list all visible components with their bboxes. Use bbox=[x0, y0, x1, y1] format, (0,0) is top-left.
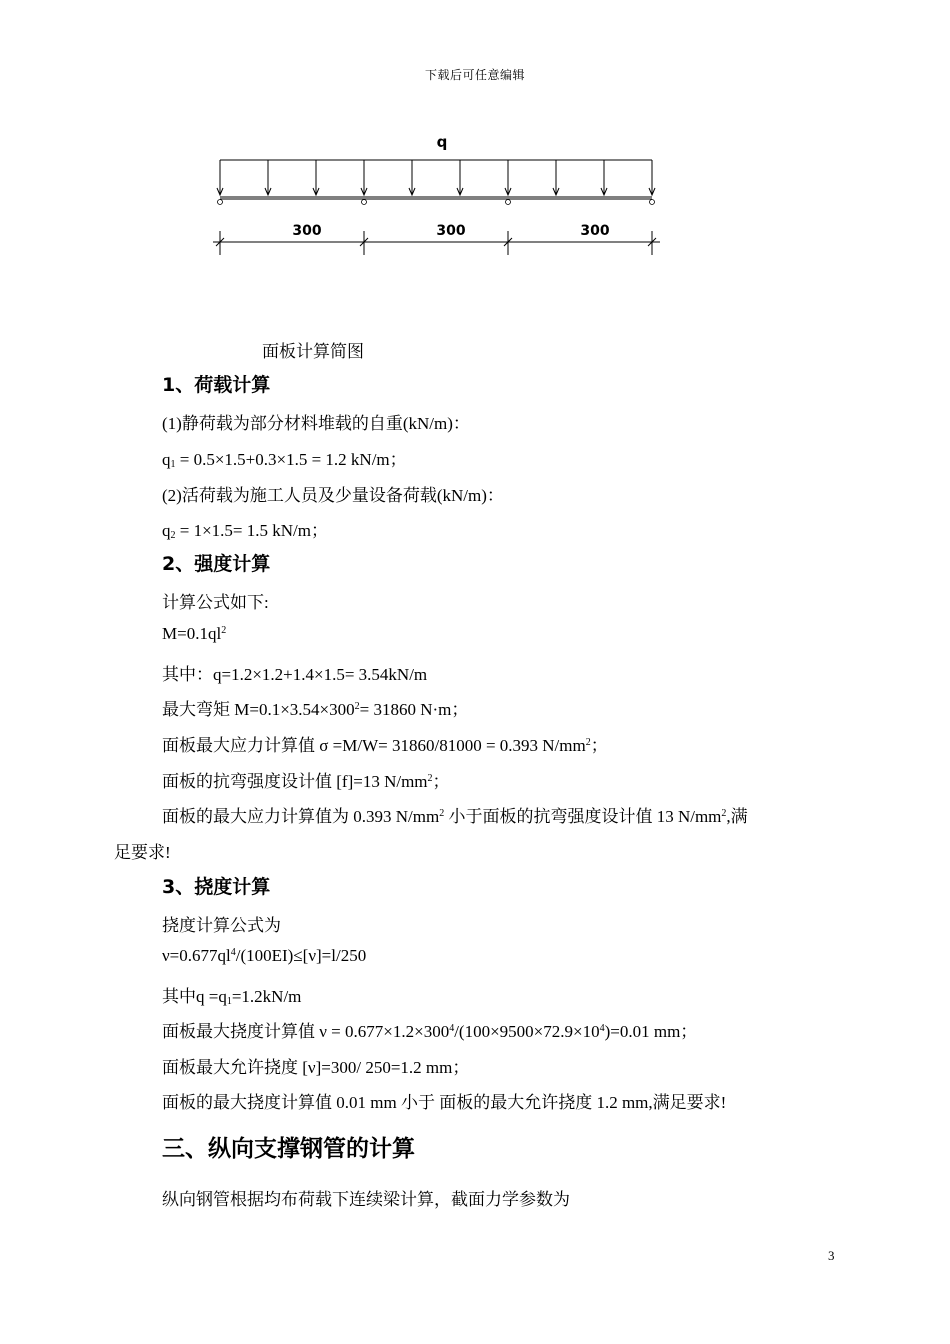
load-arrows bbox=[217, 160, 655, 195]
support-4 bbox=[650, 200, 655, 205]
section-2-line-7: 面板的最大应力计算值为 0.393 $N/mm^2$ 小于面板的抗弯强度设计值 13 $N/mm^2$,满 bbox=[162, 807, 748, 826]
section-3-line-6: 面板的最大挠度计算值 0.01 mm 小于 面板的最大允许挠度 1.2 mm,满足要求! bbox=[162, 1093, 727, 1112]
header-note: 下载后可任意编辑 bbox=[424, 68, 525, 82]
panel-calculation-diagram bbox=[205, 125, 675, 260]
section-2-line-1: 计算公式如下: bbox=[162, 593, 269, 612]
support-2 bbox=[362, 200, 367, 205]
span-label-3: 300 bbox=[580, 223, 610, 239]
section-1-line-4: $q_2 = 1\times 1.5= 1.5$ kN/m； bbox=[162, 521, 328, 541]
span-label-2: 300 bbox=[436, 223, 466, 239]
section-2-line-5: 面板最大应力计算值 σ =M/W= 31860/81000 = 0.393 $N/mm^2$； bbox=[162, 736, 608, 755]
section-1-line-2: $q_1 = 0.5\times 1.5+0.3\times 1.5 = 1.2$ kN/m； bbox=[162, 450, 407, 470]
support-3 bbox=[506, 200, 511, 205]
section-3-line-4: 面板最大挠度计算值 $\nu = 0.677\times 1.2\times 300^4/(100\times 9500\times 72.9\times 10^4)=0.01$ mm； bbox=[162, 1022, 698, 1041]
section-3-line-5: 面板最大允许挠度 [ν]=300/ 250=1.2 mm； bbox=[162, 1058, 470, 1077]
section-1-title: 1、荷载计算 bbox=[162, 374, 271, 396]
section-2-title: 2、强度计算 bbox=[162, 553, 271, 575]
span-label-1: 300 bbox=[292, 223, 322, 239]
part-3-line-1: 纵向钢管根据均布荷载下连续梁计算，截面力学参数为 bbox=[162, 1190, 570, 1209]
load-label: q bbox=[436, 133, 448, 151]
diagram-caption: 面板计算简图 bbox=[262, 342, 364, 361]
section-3-line-3: 其中$q =q_1=1.2kN/m$ bbox=[162, 987, 302, 1007]
section-1-line-1: (1)静荷载为部分材料堆载的自重(kN/m)： bbox=[162, 414, 470, 433]
part-3-title: 三、纵向支撑钢管的计算 bbox=[162, 1136, 415, 1162]
section-2-line-6: 面板的抗弯强度设计值 [f]=13 $N/mm^2$； bbox=[162, 772, 450, 791]
section-2-line-4: 最大弯矩 $M=0.1\times 3.54\times 300^2= 31860$ N·m； bbox=[162, 700, 469, 719]
section-3-line-1: 挠度计算公式为 bbox=[162, 916, 281, 935]
section-3-title: 3、挠度计算 bbox=[162, 876, 271, 898]
support-1 bbox=[218, 200, 223, 205]
section-2-formula: $M=0.1ql^2$ bbox=[162, 624, 227, 643]
section-1-line-3: (2)活荷载为施工人员及少量设备荷载(kN/m)： bbox=[162, 486, 504, 505]
section-2-line-3: 其中：q=1.2×1.2+1.4×1.5= 3.54kN/m bbox=[162, 665, 428, 684]
page-number: 3 bbox=[828, 1248, 835, 1263]
section-3-formula: $\nu=0.677ql^4/(100EI)\le[\nu]=l/250$ bbox=[162, 946, 367, 965]
section-2-line-8: 足要求! bbox=[114, 843, 171, 862]
